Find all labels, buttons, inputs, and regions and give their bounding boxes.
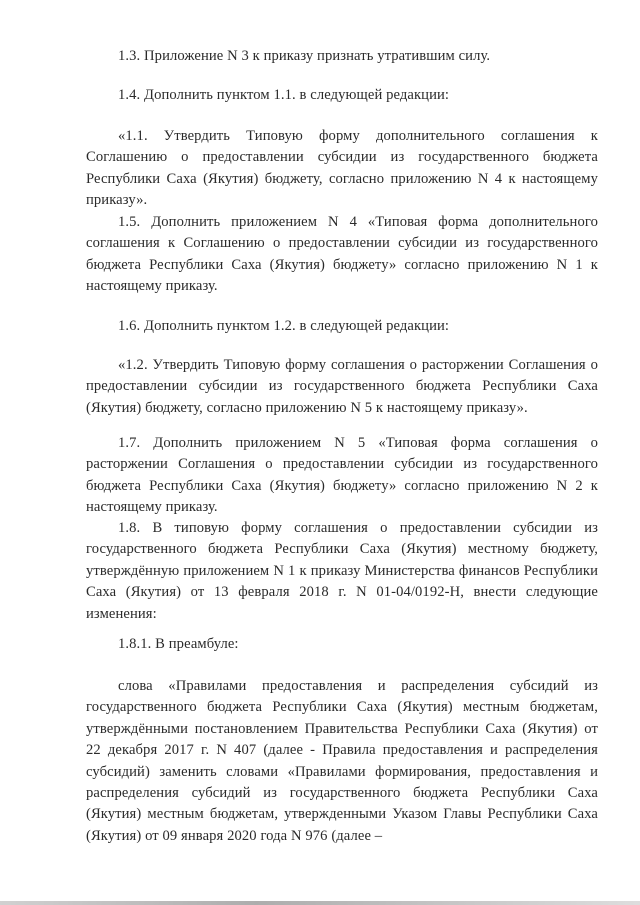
paragraph-1-1-quote: «1.1. Утвердить Типовую форму дополнительного соглашения к Соглашению о предоставлении субсидии из государственного бюджета Республики Саха (Якутия) бюджету, согласно приложению N 4 к настоящему приказу». [86, 128, 598, 209]
paragraph-1-8: 1.8. В типовую форму соглашения о предоставлении субсидии из государственного бюджета Республики Саха (Якутия) местному бюджету, утверждённую приложением N 1 к приказу Министерства финансов Республики Саха (Якутия) от 13 февраля 2018 г. N 01-04/0192-Н, внести следующие изменения: [86, 520, 598, 622]
paragraph-1-6: 1.6. Дополнить пунктом 1.2. в следующей редакции: [118, 318, 450, 334]
paragraph-1-3: 1.3. Приложение N 3 к приказу признать утратившим силу. [118, 48, 491, 64]
paragraph-1-4: 1.4. Дополнить пунктом 1.1. в следующей редакции: [118, 87, 450, 103]
paragraph-1-8-1: 1.8.1. В преамбуле: [118, 636, 239, 652]
paragraph-1-7: 1.7. Дополнить приложением N 5 «Типовая форма соглашения о расторжении Соглашения о предоставлении субсидии из государственного бюджета Республики Саха (Якутия) бюджету» согласно приложению N 2 к настоящему приказу. [86, 435, 598, 516]
paragraph-preamble-words: слова «Правилами предоставления и распределения субсидий из государственного бюджета Республики Саха (Якутия) местным бюджетам, утверждёнными постановлением Правительства Республики Саха (Якутия) от 22 декабря 2017 г. N 407 (далее - Правила предоставления и распределения субсидий) заменить словами «Правилами формирования, предоставления и распределения субсидий из государственного бюджета Республики Саха (Якутия) местным бюджетам, утвержденными Указом Главы Республики Саха (Якутия) от 09 января 2020 года N 976 (далее – [86, 678, 598, 844]
scan-bottom-edge [0, 901, 640, 905]
paragraph-1-5: 1.5. Дополнить приложением N 4 «Типовая форма дополнительного соглашения к Соглашению о предоставлении субсидии из государственного бюджета Республики Саха (Якутия) бюджету» согласно приложению N 1 к настоящему приказу. [86, 214, 598, 295]
paragraph-1-2-quote: «1.2. Утвердить Типовую форму соглашения о расторжении Соглашения о предоставлении субсидии из государственного бюджета Республики Саха (Якутия) бюджету, согласно приложению N 5 к настоящему приказу». [86, 357, 598, 416]
